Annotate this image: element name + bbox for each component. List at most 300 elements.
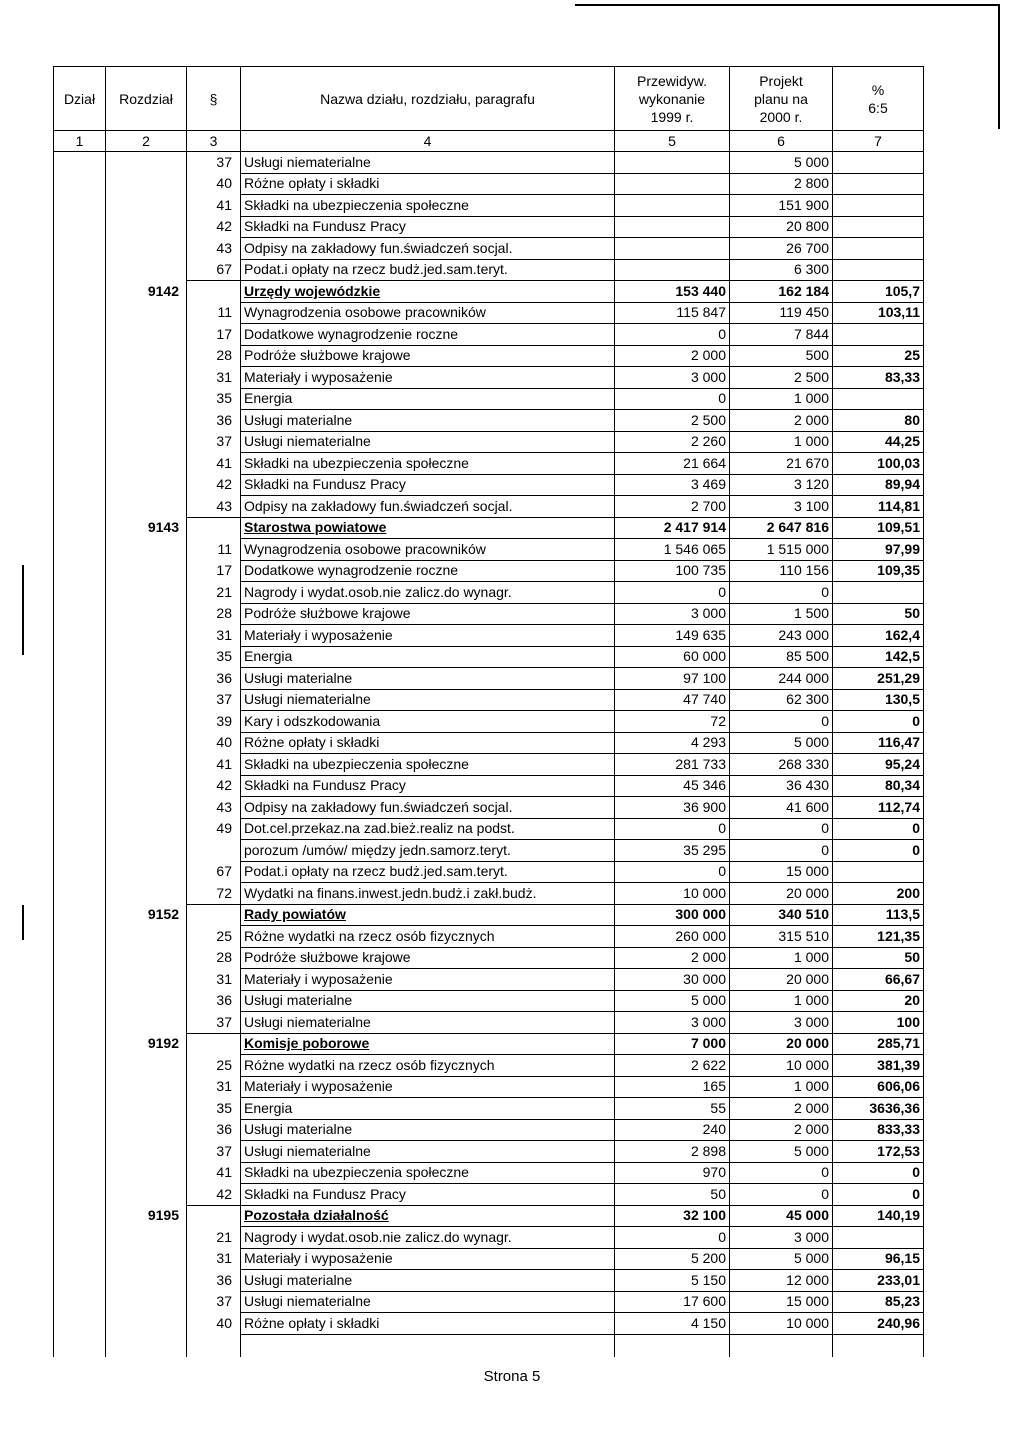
name-cell: Usługi niematerialne (241, 431, 615, 453)
name-cell: Nagrody i wydat.osob.nie zalicz.do wynagr. (241, 582, 615, 604)
table-row (54, 345, 924, 367)
rozdzial-cell (106, 1098, 187, 1120)
projekt-cell: 268 330 (730, 754, 833, 776)
projekt-cell: 500 (730, 345, 833, 367)
paragraph-cell: 37 (187, 152, 241, 174)
name-cell: porozum /umów/ między jedn.samorz.teryt. (241, 840, 615, 862)
paragraph-cell: 25 (187, 1055, 241, 1077)
table-row (54, 668, 924, 690)
dzial-cell (54, 560, 106, 582)
percent-cell (833, 324, 924, 346)
paragraph-cell: 37 (187, 1141, 241, 1163)
name-cell: Usługi materialne (241, 990, 615, 1012)
rozdzial-cell (106, 797, 187, 819)
section-row (54, 281, 924, 303)
percent-cell: 121,35 (833, 926, 924, 948)
percent-cell: 96,15 (833, 1248, 924, 1270)
paragraph-cell (187, 840, 241, 862)
wykonanie-cell: 35 295 (615, 840, 730, 862)
rozdzial-cell (106, 560, 187, 582)
table-row (54, 689, 924, 711)
table-row (54, 582, 924, 604)
empty-cell (730, 1334, 833, 1357)
rozdzial-cell: 9195 (106, 1205, 187, 1227)
paragraph-cell: 41 (187, 195, 241, 217)
wykonanie-cell (615, 259, 730, 281)
table-row (54, 883, 924, 905)
name-cell: Składki na ubezpieczenia społeczne (241, 453, 615, 475)
header-percent-line1: % (871, 81, 885, 98)
percent-cell: 103,11 (833, 302, 924, 324)
rozdzial-cell (106, 1270, 187, 1292)
paragraph-cell: 36 (187, 668, 241, 690)
percent-cell: 833,33 (833, 1119, 924, 1141)
rozdzial-cell (106, 410, 187, 432)
wykonanie-cell: 165 (615, 1076, 730, 1098)
percent-cell: 240,96 (833, 1313, 924, 1335)
wykonanie-cell: 2 417 914 (615, 517, 730, 539)
name-cell: Materiały i wyposażenie (241, 1248, 615, 1270)
name-cell: Podróże służbowe krajowe (241, 603, 615, 625)
dzial-cell (54, 173, 106, 195)
table-row (54, 324, 924, 346)
dzial-cell (54, 496, 106, 518)
dzial-cell (54, 410, 106, 432)
wykonanie-cell: 2 000 (615, 947, 730, 969)
paragraph-cell: 36 (187, 1270, 241, 1292)
wykonanie-cell: 21 664 (615, 453, 730, 475)
dzial-cell (54, 238, 106, 260)
wykonanie-cell (615, 216, 730, 238)
paragraph-cell: 37 (187, 689, 241, 711)
wykonanie-cell: 153 440 (615, 281, 730, 303)
wykonanie-cell: 2 000 (615, 345, 730, 367)
name-cell: Składki na Fundusz Pracy (241, 216, 615, 238)
projekt-cell: 6 300 (730, 259, 833, 281)
top-rule (575, 4, 1000, 6)
paragraph-cell: 36 (187, 990, 241, 1012)
name-cell: Podat.i opłaty na rzecz budż.jed.sam.teryt. (241, 259, 615, 281)
wykonanie-cell: 1 546 065 (615, 539, 730, 561)
percent-cell: 112,74 (833, 797, 924, 819)
paragraph-cell (187, 517, 241, 539)
table-row (54, 1248, 924, 1270)
name-cell: Usługi niematerialne (241, 152, 615, 174)
dzial-cell (54, 1098, 106, 1120)
projekt-cell: 1 000 (730, 388, 833, 410)
table-row (54, 152, 924, 174)
table-row (54, 969, 924, 991)
rozdzial-cell (106, 474, 187, 496)
projekt-cell: 10 000 (730, 1313, 833, 1335)
name-cell: Wynagrodzenia osobowe pracowników (241, 539, 615, 561)
wykonanie-cell: 0 (615, 1227, 730, 1249)
percent-cell: 0 (833, 1184, 924, 1206)
table-row (54, 560, 924, 582)
column-numbers-row (54, 131, 924, 152)
name-cell: Różne opłaty i składki (241, 732, 615, 754)
percent-cell: 97,99 (833, 539, 924, 561)
rozdzial-cell (106, 818, 187, 840)
rozdzial-cell (106, 646, 187, 668)
wykonanie-cell: 4 150 (615, 1313, 730, 1335)
dzial-cell (54, 1313, 106, 1335)
header-projekt-line1: Projekt (759, 72, 803, 89)
paragraph-cell (187, 904, 241, 926)
projekt-cell: 10 000 (730, 1055, 833, 1077)
rozdzial-cell (106, 152, 187, 174)
table-row (54, 1012, 924, 1034)
table-row (54, 173, 924, 195)
projekt-cell: 110 156 (730, 560, 833, 582)
paragraph-cell: 28 (187, 947, 241, 969)
projekt-cell: 2 800 (730, 173, 833, 195)
projekt-cell: 36 430 (730, 775, 833, 797)
wykonanie-cell: 55 (615, 1098, 730, 1120)
empty-cell (615, 1334, 730, 1357)
rozdzial-cell (106, 625, 187, 647)
percent-cell: 606,06 (833, 1076, 924, 1098)
name-cell: Materiały i wyposażenie (241, 1076, 615, 1098)
name-cell: Odpisy na zakładowy fun.świadczeń socjal. (241, 496, 615, 518)
projekt-cell: 62 300 (730, 689, 833, 711)
rozdzial-cell (106, 689, 187, 711)
rozdzial-cell (106, 754, 187, 776)
header-name: Nazwa działu, rozdziału, paragrafu (241, 67, 615, 131)
rozdzial-cell (106, 883, 187, 905)
paragraph-cell: 42 (187, 474, 241, 496)
dzial-cell (54, 367, 106, 389)
table-row (54, 1098, 924, 1120)
dzial-cell (54, 281, 106, 303)
wykonanie-cell: 115 847 (615, 302, 730, 324)
paragraph-cell: 67 (187, 861, 241, 883)
paragraph-cell: 35 (187, 388, 241, 410)
name-cell: Kary i odszkodowania (241, 711, 615, 733)
paragraph-cell: 25 (187, 926, 241, 948)
projekt-cell: 1 000 (730, 990, 833, 1012)
section-row (54, 904, 924, 926)
rozdzial-cell (106, 711, 187, 733)
paragraph-cell: 43 (187, 238, 241, 260)
name-cell-text: Urzędy wojewódzkie (244, 282, 381, 299)
name-cell: Składki na Fundusz Pracy (241, 474, 615, 496)
rozdzial-cell (106, 431, 187, 453)
empty-cell (241, 1334, 615, 1357)
projekt-cell: 1 000 (730, 1076, 833, 1098)
paragraph-cell: 17 (187, 560, 241, 582)
empty-cell (54, 1334, 106, 1357)
paragraph-cell: 28 (187, 603, 241, 625)
rozdzial-cell (106, 1184, 187, 1206)
projekt-cell: 1 000 (730, 947, 833, 969)
rozdzial-cell (106, 453, 187, 475)
header-wykonanie-line2: wykonanie (638, 90, 706, 107)
dzial-cell (54, 947, 106, 969)
percent-cell: 109,51 (833, 517, 924, 539)
percent-cell: 44,25 (833, 431, 924, 453)
name-cell-text: Komisje poborowe (244, 1035, 370, 1052)
projekt-cell: 3 000 (730, 1227, 833, 1249)
dzial-cell (54, 689, 106, 711)
paragraph-cell: 31 (187, 367, 241, 389)
rozdzial-cell (106, 861, 187, 883)
empty-cell (833, 1334, 924, 1357)
percent-cell: 0 (833, 711, 924, 733)
column-number: 2 (106, 131, 187, 152)
table-row (54, 797, 924, 819)
wykonanie-cell: 7 000 (615, 1033, 730, 1055)
table-row (54, 431, 924, 453)
projekt-cell: 315 510 (730, 926, 833, 948)
rozdzial-cell (106, 324, 187, 346)
wykonanie-cell: 0 (615, 818, 730, 840)
header-percent (833, 67, 924, 131)
wykonanie-cell (615, 195, 730, 217)
name-cell: Podat.i opłaty na rzecz budż.jed.sam.teryt. (241, 861, 615, 883)
projekt-cell: 5 000 (730, 1248, 833, 1270)
wykonanie-cell: 100 735 (615, 560, 730, 582)
table-row (54, 646, 924, 668)
paragraph-cell: 36 (187, 410, 241, 432)
percent-cell: 83,33 (833, 367, 924, 389)
paragraph-cell: 67 (187, 259, 241, 281)
name-cell: Usługi niematerialne (241, 1012, 615, 1034)
column-number: 1 (54, 131, 106, 152)
left-margin-rule (22, 565, 24, 655)
table-row (54, 1227, 924, 1249)
table-row (54, 388, 924, 410)
dzial-cell (54, 345, 106, 367)
percent-cell: 66,67 (833, 969, 924, 991)
projekt-cell: 2 000 (730, 410, 833, 432)
projekt-cell: 162 184 (730, 281, 833, 303)
projekt-cell: 119 450 (730, 302, 833, 324)
table-row (54, 195, 924, 217)
rozdzial-cell (106, 388, 187, 410)
percent-cell (833, 861, 924, 883)
percent-cell (833, 259, 924, 281)
empty-cell (106, 1334, 187, 1357)
dzial-cell (54, 1162, 106, 1184)
name-cell: Materiały i wyposażenie (241, 625, 615, 647)
dzial-cell (54, 711, 106, 733)
rozdzial-cell (106, 216, 187, 238)
paragraph-cell: 37 (187, 1291, 241, 1313)
projekt-cell: 340 510 (730, 904, 833, 926)
projekt-cell: 243 000 (730, 625, 833, 647)
projekt-cell: 15 000 (730, 1291, 833, 1313)
name-cell: Podróże służbowe krajowe (241, 947, 615, 969)
header-row (54, 67, 924, 131)
percent-cell: 50 (833, 947, 924, 969)
header-projekt (730, 67, 833, 131)
wykonanie-cell: 47 740 (615, 689, 730, 711)
projekt-cell: 1 500 (730, 603, 833, 625)
dzial-cell (54, 840, 106, 862)
rozdzial-cell (106, 195, 187, 217)
dzial-cell (54, 625, 106, 647)
column-number: 4 (241, 131, 615, 152)
projekt-cell: 2 647 816 (730, 517, 833, 539)
percent-cell: 0 (833, 818, 924, 840)
dzial-cell (54, 990, 106, 1012)
projekt-cell: 20 000 (730, 1033, 833, 1055)
rozdzial-cell (106, 367, 187, 389)
name-cell: Usługi materialne (241, 410, 615, 432)
header-wykonanie (615, 67, 730, 131)
name-cell: Różne wydatki na rzecz osób fizycznych (241, 1055, 615, 1077)
paragraph-cell: 31 (187, 1076, 241, 1098)
name-cell: Różne opłaty i składki (241, 1313, 615, 1335)
dzial-cell (54, 861, 106, 883)
wykonanie-cell: 17 600 (615, 1291, 730, 1313)
paragraph-cell: 42 (187, 1184, 241, 1206)
paragraph-cell: 35 (187, 646, 241, 668)
percent-cell: 114,81 (833, 496, 924, 518)
percent-cell: 172,53 (833, 1141, 924, 1163)
name-cell (241, 1205, 615, 1227)
name-cell: Usługi materialne (241, 1119, 615, 1141)
table-row (54, 216, 924, 238)
dzial-cell (54, 1012, 106, 1034)
name-cell: Usługi materialne (241, 1270, 615, 1292)
percent-cell: 200 (833, 883, 924, 905)
wykonanie-cell: 3 000 (615, 1012, 730, 1034)
wykonanie-cell: 0 (615, 324, 730, 346)
dzial-cell (54, 603, 106, 625)
projekt-cell: 2 000 (730, 1098, 833, 1120)
header-projekt-line3: 2000 r. (759, 108, 803, 125)
rozdzial-cell (106, 238, 187, 260)
paragraph-cell: 17 (187, 324, 241, 346)
rozdzial-cell (106, 582, 187, 604)
paragraph-cell: 43 (187, 797, 241, 819)
rozdzial-cell (106, 926, 187, 948)
name-cell: Składki na ubezpieczenia społeczne (241, 195, 615, 217)
projekt-cell: 2 500 (730, 367, 833, 389)
table-row (54, 496, 924, 518)
column-number: 6 (730, 131, 833, 152)
projekt-cell: 3 120 (730, 474, 833, 496)
dzial-cell (54, 1248, 106, 1270)
projekt-cell: 0 (730, 582, 833, 604)
section-row (54, 1205, 924, 1227)
name-cell (241, 1033, 615, 1055)
name-cell: Usługi niematerialne (241, 1141, 615, 1163)
projekt-cell: 0 (730, 1162, 833, 1184)
dzial-cell (54, 1055, 106, 1077)
paragraph-cell: 36 (187, 1119, 241, 1141)
percent-cell: 140,19 (833, 1205, 924, 1227)
table-row (54, 926, 924, 948)
projekt-cell: 1 000 (730, 431, 833, 453)
right-margin-rule (998, 4, 1000, 129)
projekt-cell: 20 000 (730, 969, 833, 991)
name-cell: Usługi niematerialne (241, 1291, 615, 1313)
dzial-cell (54, 302, 106, 324)
name-cell: Różne wydatki na rzecz osób fizycznych (241, 926, 615, 948)
projekt-cell: 151 900 (730, 195, 833, 217)
paragraph-cell: 41 (187, 1162, 241, 1184)
percent-cell: 162,4 (833, 625, 924, 647)
paragraph-cell: 21 (187, 582, 241, 604)
paragraph-cell: 39 (187, 711, 241, 733)
rozdzial-cell (106, 1076, 187, 1098)
dzial-cell (54, 732, 106, 754)
name-cell-text: Pozostała działalność (244, 1207, 389, 1224)
projekt-cell: 2 000 (730, 1119, 833, 1141)
name-cell (241, 517, 615, 539)
wykonanie-cell: 2 700 (615, 496, 730, 518)
name-cell: Dot.cel.przekaz.na zad.bież.realiz na podst. (241, 818, 615, 840)
table-row (54, 259, 924, 281)
name-cell: Dodatkowe wynagrodzenie roczne (241, 560, 615, 582)
wykonanie-cell: 5 000 (615, 990, 730, 1012)
percent-cell (833, 173, 924, 195)
paragraph-cell: 72 (187, 883, 241, 905)
dzial-cell (54, 1184, 106, 1206)
wykonanie-cell: 50 (615, 1184, 730, 1206)
rozdzial-cell (106, 1227, 187, 1249)
name-cell: Podróże służbowe krajowe (241, 345, 615, 367)
paragraph-cell: 37 (187, 431, 241, 453)
dzial-cell (54, 797, 106, 819)
name-cell: Usługi niematerialne (241, 689, 615, 711)
table-row (54, 840, 924, 862)
percent-cell (833, 582, 924, 604)
paragraph-cell: 49 (187, 818, 241, 840)
percent-cell (833, 238, 924, 260)
wykonanie-cell: 300 000 (615, 904, 730, 926)
wykonanie-cell: 36 900 (615, 797, 730, 819)
rozdzial-cell (106, 775, 187, 797)
wykonanie-cell: 2 260 (615, 431, 730, 453)
paragraph-cell: 21 (187, 1227, 241, 1249)
rozdzial-cell (106, 1162, 187, 1184)
wykonanie-cell: 45 346 (615, 775, 730, 797)
dzial-cell (54, 259, 106, 281)
percent-cell (833, 152, 924, 174)
percent-cell: 381,39 (833, 1055, 924, 1077)
rozdzial-cell (106, 1055, 187, 1077)
percent-cell: 0 (833, 840, 924, 862)
name-cell: Wynagrodzenia osobowe pracowników (241, 302, 615, 324)
dzial-cell (54, 539, 106, 561)
section-row (54, 1033, 924, 1055)
projekt-cell: 5 000 (730, 1141, 833, 1163)
projekt-cell: 20 000 (730, 883, 833, 905)
column-number: 7 (833, 131, 924, 152)
projekt-cell: 85 500 (730, 646, 833, 668)
name-cell-text: Starostwa powiatowe (244, 519, 387, 536)
percent-cell: 25 (833, 345, 924, 367)
table-row (54, 861, 924, 883)
name-cell: Energia (241, 646, 615, 668)
table-row (54, 625, 924, 647)
percent-cell: 251,29 (833, 668, 924, 690)
rozdzial-cell (106, 603, 187, 625)
wykonanie-cell: 0 (615, 388, 730, 410)
dzial-cell (54, 926, 106, 948)
name-cell: Składki na Fundusz Pracy (241, 1184, 615, 1206)
table-row (54, 732, 924, 754)
empty-cell (187, 1334, 241, 1357)
rozdzial-cell (106, 1012, 187, 1034)
rozdzial-cell (106, 345, 187, 367)
percent-cell: 0 (833, 1162, 924, 1184)
dzial-cell (54, 474, 106, 496)
